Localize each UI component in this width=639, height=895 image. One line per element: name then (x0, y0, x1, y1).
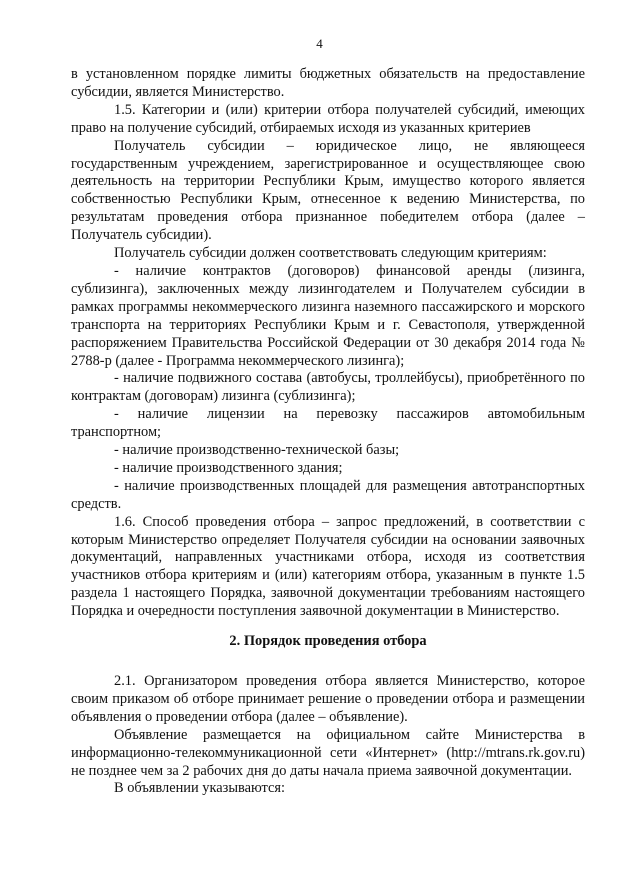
list-item: - наличие подвижного состава (автобусы, троллейбусы), приобретённого по контрактам (договорам) лизинга (сублизинга); (71, 370, 585, 405)
paragraph: в установленном порядке лимиты бюджетных обязательств на предоставление субсидии, является Министерство. (71, 66, 585, 100)
paragraph: Объявление размещается на официальном сайте Министерства в информационно-телекоммуникационной сети «Интернет» (http://mtrans.rk.gov.ru) не позднее чем за 2 рабочих дня до даты начала приема заявочной документации. (71, 726, 585, 779)
paragraph: В объявлении указываются: (114, 780, 286, 797)
paragraph: 1.6. Способ проведения отбора – запрос предложений, в соответствии с которым Министерство определяет Получателя субсидии на основании заявочных документаций, направленных участниками отбора, исходя из соответствия участников отбора критериям и (или) категориям отбора, указанным в пункте 1.5 раздела 1 настоящего Порядка, заявочной документации требованиям настоящего Порядка и очередности поступления заявочной документации в Министерство. (71, 513, 585, 620)
section-heading: 2. Порядок проведения отбора (229, 633, 427, 650)
paragraph: 2.1. Организатором проведения отбора является Министерство, которое своим приказом об отборе принимает решение о проведении отбора и размещении объявления о проведении отбора (далее – объявление). (71, 673, 585, 725)
list-item: - наличие лицензии на перевозку пассажиров автомобильным транспортном; (71, 406, 585, 441)
page-number: 4 (316, 36, 323, 51)
paragraph: Получатель субсидии – юридическое лицо, не являющееся государственным учреждением, зарегистрированное и осуществляющее свою деятельность на территории Республики Крым, имущество которого является собственностью Республики Крым, отнесенное к ведению Министерства, по результатам проведения отбора признанное победителем отбора (далее – Получатель субсидии). (71, 137, 585, 244)
list-item: - наличие контрактов (договоров) финансовой аренды (лизинга, сублизинга), заключенных между лизингодателем и Получателем субсидии в рамках программы некоммерческого лизинга наземного пассажирского и морского транспорта на территориях Республики Крым и г. Севастополя, утвержденной распоряжением Правительства Российской Федерации от 30 декабря 2014 года № 2788-р (далее - Программа некоммерческого лизинга); (71, 262, 585, 369)
list-item: - наличие производственных площадей для размещения автотранспортных средств. (71, 477, 585, 512)
list-item: - наличие производственно-технической базы; (114, 442, 400, 459)
paragraph: 1.5. Категории и (или) критерии отбора получателей субсидий, имеющих право на получение субсидий, отбираемых исходя из указанных критериев (71, 101, 585, 136)
list-item: - наличие производственного здания; (114, 459, 343, 476)
page-content (71, 66, 585, 798)
paragraph: Получатель субсидии должен соответствовать следующим критериям: (114, 245, 547, 262)
